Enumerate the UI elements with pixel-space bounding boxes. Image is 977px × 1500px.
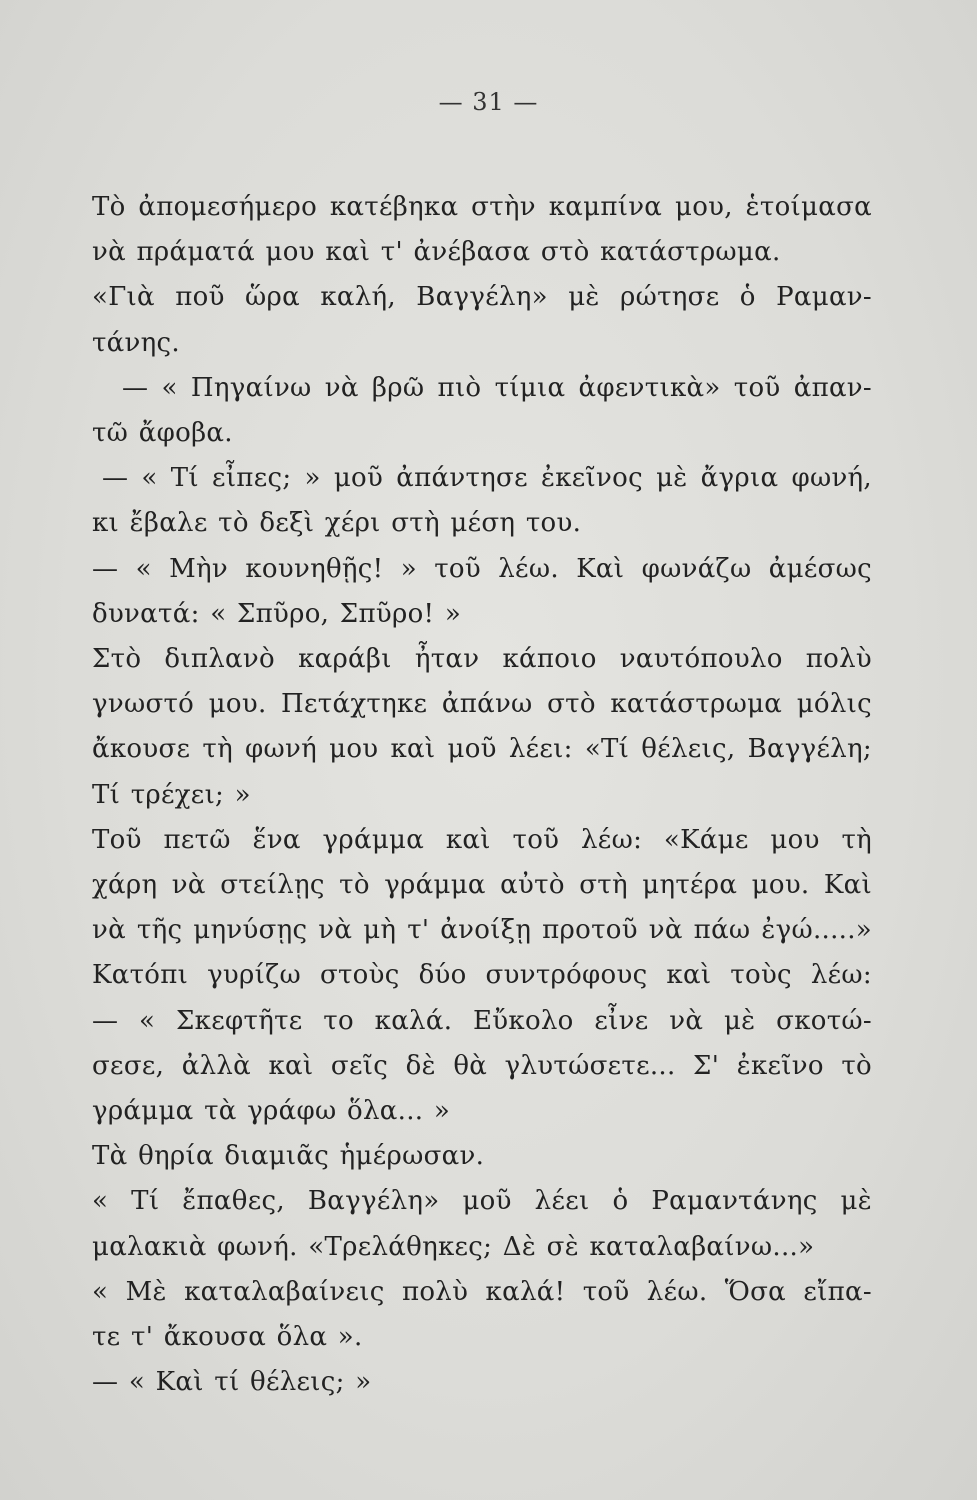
- body-text: [92, 185, 872, 1405]
- text-line: Κατόπι γυρίζω στοὺς δύο συντρόφους καὶ τοὺς λέω:: [92, 960, 872, 991]
- text-line: — « Τί εἶπες; » μοῦ ἀπάντησε ἐκεῖνος μὲ ἄγρια φωνή,: [102, 463, 872, 494]
- text-line: τάνης.: [92, 327, 180, 358]
- text-line: Τὰ θηρία διαμιᾶς ἡμέρωσαν.: [92, 1141, 485, 1172]
- text-line: — « Καὶ τί θέλεις; »: [92, 1367, 372, 1398]
- text-line: σεσε, ἀλλὰ καὶ σεῖς δὲ θὰ γλυτώσετε... Σ' ἐκεῖνο τὸ: [92, 1050, 872, 1081]
- text-line: κι ἔβαλε τὸ δεξὶ χέρι στὴ μέση του.: [92, 508, 582, 539]
- text-line: νὰ πράματά μου καὶ τ' ἀνέβασα στὸ κατάστρωμα.: [92, 237, 781, 268]
- text-line: Τοῦ πετῶ ἕνα γράμμα καὶ τοῦ λέω: «Κάμε μου τὴ: [92, 824, 872, 855]
- text-line: χάρη νὰ στείλῃς τὸ γράμμα αὐτὸ στὴ μητέρα μου. Καὶ: [92, 870, 872, 901]
- text-line: μαλακιὰ φωνή. «Τρελάθηκες; Δὲ σὲ καταλαβαίνω...»: [92, 1231, 815, 1262]
- page-number: — 31 —: [438, 88, 539, 116]
- text-line: « Μὲ καταλαβαίνεις πολὺ καλά! τοῦ λέω. Ὅσα εἴπα-: [92, 1276, 872, 1307]
- text-line: Στὸ διπλανὸ καράβι ἦταν κάποιο ναυτόπουλο πολὺ: [92, 644, 872, 675]
- text-line: « Τί ἔπαθες, Βαγγέλη» μοῦ λέει ὁ Ραμαντάνης μὲ: [92, 1186, 872, 1217]
- text-line: γνωστό μου. Πετάχτηκε ἀπάνω στὸ κατάστρωμα μόλις: [92, 689, 872, 720]
- text-line: — « Πηγαίνω νὰ βρῶ πιὸ τίμια ἀφεντικὰ» τοῦ ἀπαν-: [122, 372, 872, 403]
- text-line: Τί τρέχει; »: [92, 779, 251, 810]
- text-line: Τὸ ἀπομεσήμερο κατέβηκα στὴν καμπίνα μου, ἑτοίμασα: [92, 192, 872, 222]
- text-line: νὰ τῆς μηνύσῃς νὰ μὴ τ' ἀνοίξῃ προτοῦ νὰ πάω ἐγώ.....»: [92, 915, 872, 946]
- text-line: γράμμα τὰ γράφω ὅλα... »: [92, 1096, 451, 1127]
- text-line: τῶ ἄφοβα.: [92, 418, 233, 449]
- text-line: — « Μὴν κουνηθῇς! » τοῦ λέω. Καὶ φωνάζω ἀμέσως: [92, 553, 872, 584]
- text-line: — « Σκεφτῆτε το καλά. Εὔκολο εἶνε νὰ μὲ σκοτώ-: [92, 1005, 872, 1036]
- text-line: ἄκουσε τὴ φωνή μου καὶ μοῦ λέει: «Τί θέλεις, Βαγγέλη;: [92, 734, 872, 765]
- text-line: τε τ' ἄκουσα ὅλα ».: [92, 1322, 363, 1353]
- text-line: «Γιὰ ποῦ ὥρα καλή, Βαγγέλη» μὲ ρώτησε ὁ Ραμαν-: [92, 282, 872, 313]
- text-line: δυνατά: « Σπῦρο, Σπῦρο! »: [92, 598, 462, 629]
